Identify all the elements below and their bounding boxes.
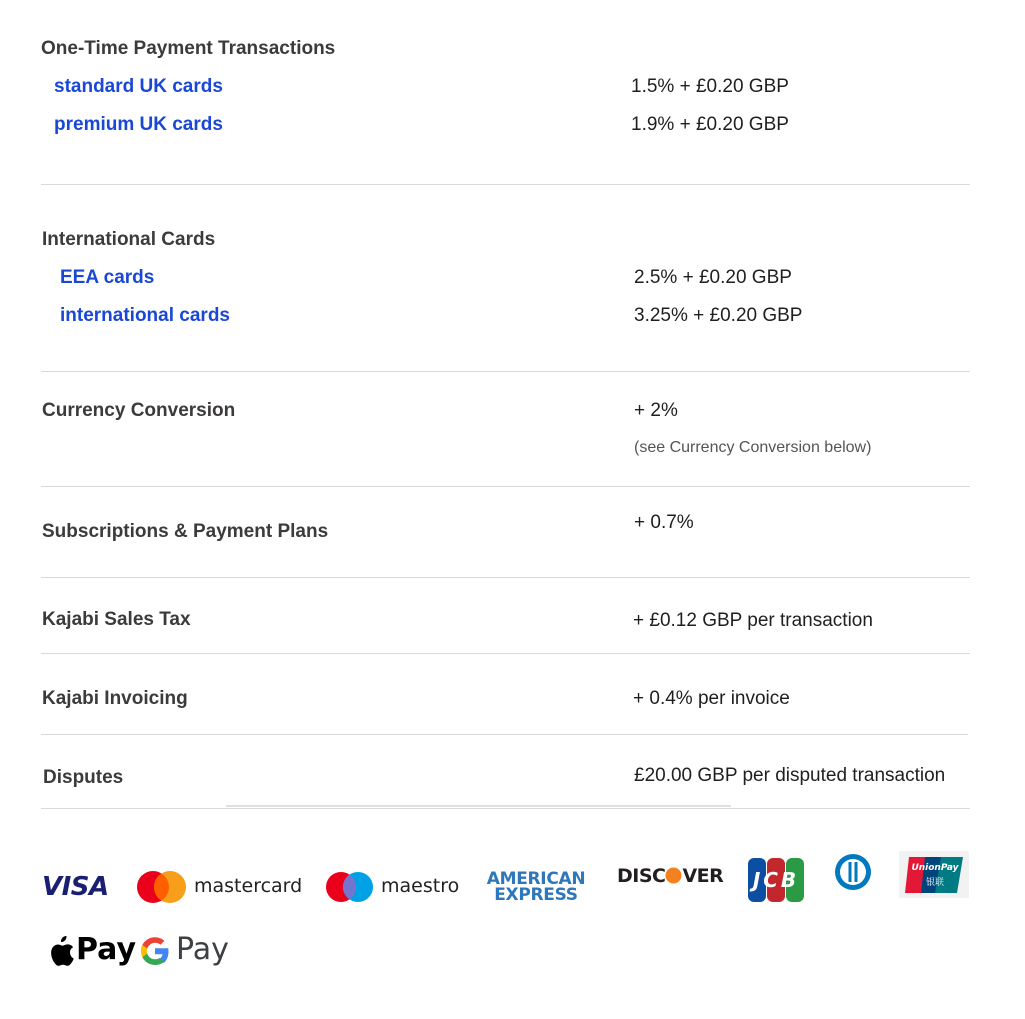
- price-sales-tax: + £0.12 GBP per transaction: [633, 610, 873, 631]
- section-title-subscriptions: Subscriptions & Payment Plans: [42, 521, 329, 542]
- currency-conversion-note: (see Currency Conversion below): [634, 439, 872, 456]
- price-standard-uk-cards: 1.5% + £0.20 GBP: [631, 76, 789, 97]
- unionpay-wordmark: UnionPay: [911, 863, 959, 873]
- price-international-cards: 3.25% + £0.20 GBP: [634, 305, 803, 326]
- section-title-currency-conversion: Currency Conversion: [42, 400, 236, 421]
- divider: [41, 371, 970, 372]
- unionpay-chinese-wordmark: 银联: [925, 878, 944, 888]
- mastercard-wordmark: mastercard: [194, 875, 303, 897]
- maestro-logo: [325, 869, 465, 905]
- price-subscriptions: + 0.7%: [634, 512, 694, 533]
- section-title-international: International Cards: [42, 229, 216, 250]
- price-disputes: £20.00 GBP per disputed transaction: [634, 765, 946, 786]
- google-pay-logo: [140, 932, 230, 972]
- price-eea-cards: 2.5% + £0.20 GBP: [634, 267, 792, 288]
- google-pay-wordmark: Pay: [176, 932, 229, 967]
- section-title-sales-tax: Kajabi Sales Tax: [42, 609, 191, 630]
- discover-wordmark-a: DISC: [617, 865, 666, 887]
- visa-wordmark: VISA: [42, 872, 109, 902]
- discover-wordmark-b: VER: [682, 865, 724, 887]
- divider: [41, 734, 968, 735]
- amex-line-1: AMERICAN: [486, 869, 586, 889]
- unionpay-logo: [899, 851, 969, 898]
- jcb-wordmark: JCB: [752, 868, 800, 892]
- visa-logo: [42, 872, 109, 902]
- google-g-icon: [140, 935, 170, 967]
- divider: [41, 184, 970, 185]
- link-standard-uk-cards[interactable]: standard UK cards: [54, 76, 223, 97]
- jcb-logo: [748, 858, 804, 907]
- link-eea-cards[interactable]: EEA cards: [60, 267, 155, 288]
- divider: [41, 653, 970, 654]
- diners-club-logo: [831, 853, 875, 896]
- maestro-wordmark: maestro: [381, 875, 460, 897]
- maestro-circles-icon: [325, 869, 375, 905]
- discover-o-icon: [665, 867, 682, 884]
- price-premium-uk-cards: 1.9% + £0.20 GBP: [631, 114, 789, 135]
- mastercard-logo: [136, 869, 308, 905]
- section-title-invoicing: Kajabi Invoicing: [42, 688, 188, 709]
- price-invoicing: + 0.4% per invoice: [633, 688, 790, 709]
- section-title-one-time: One-Time Payment Transactions: [41, 38, 336, 59]
- american-express-logo: [483, 871, 589, 903]
- apple-pay-wordmark: Pay: [76, 932, 137, 967]
- divider: [41, 486, 970, 487]
- mastercard-circles-icon: [136, 869, 188, 905]
- link-premium-uk-cards[interactable]: premium UK cards: [54, 114, 223, 135]
- diners-club-icon: [831, 853, 875, 891]
- price-currency-conversion: + 2%: [634, 400, 678, 421]
- scrollbar-track: [226, 805, 731, 807]
- amex-line-2: EXPRESS: [494, 885, 578, 905]
- apple-icon: [50, 936, 74, 966]
- section-title-disputes: Disputes: [43, 767, 124, 788]
- divider: [41, 808, 970, 809]
- link-international-cards[interactable]: international cards: [60, 305, 230, 326]
- discover-logo: [617, 865, 723, 887]
- divider: [41, 577, 970, 578]
